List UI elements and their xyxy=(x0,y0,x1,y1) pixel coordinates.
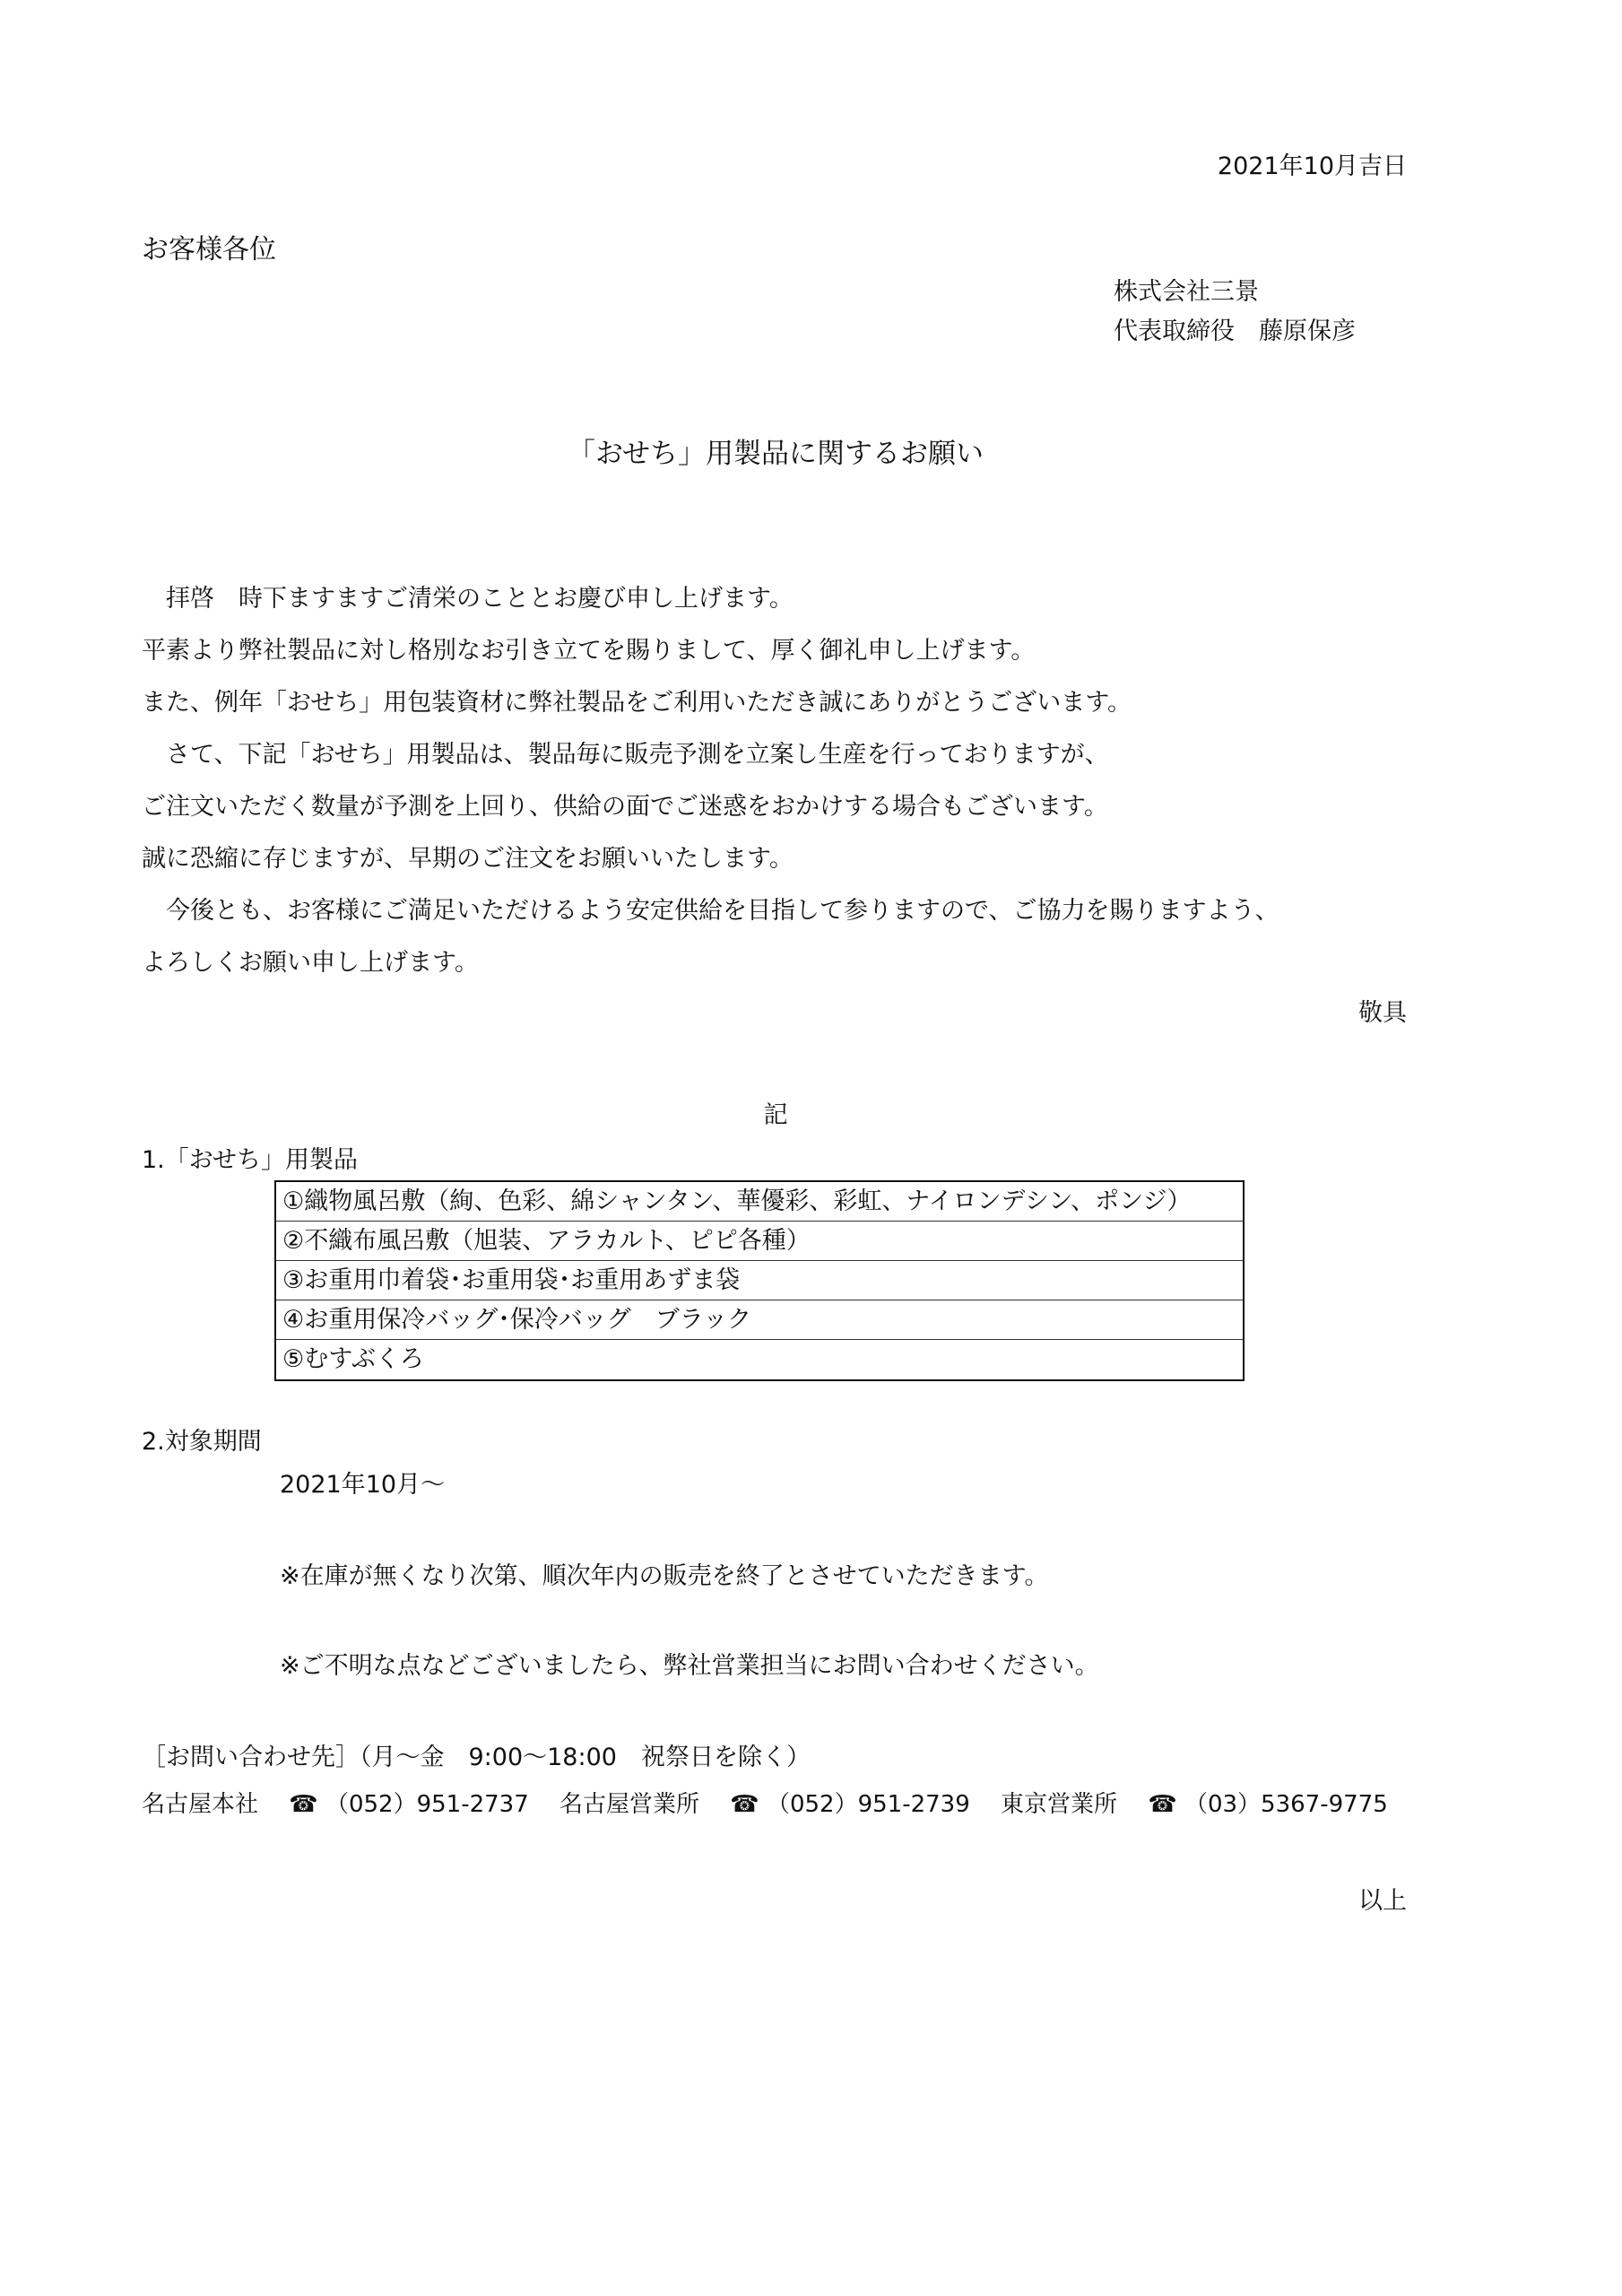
body-line: 平素より弊社製品に対し格別なお引き立てを賜りまして、厚く御礼申し上げます。 xyxy=(142,637,1036,665)
office-name: 名古屋営業所 xyxy=(559,1791,700,1818)
office-name: 東京営業所 xyxy=(1001,1791,1118,1818)
end-marker: 以上 xyxy=(1358,1887,1407,1915)
telephone-icon: ☎ xyxy=(1148,1791,1177,1818)
body-line: 拝啓 時下ますますご清栄のこととお慶び申し上げます。 xyxy=(142,585,794,613)
table-row: ③お重用巾着袋･お重用袋･お重用あずま袋 xyxy=(276,1261,1243,1300)
section1-heading: 1.「おせち」用製品 xyxy=(142,1146,358,1174)
body-line: 今後とも、お客様にご満足いただけるよう安定供給を目指して参りますので、ご協力を賜りますよう、 xyxy=(142,897,1279,925)
document-title: 「おせち」用製品に関するお願い xyxy=(567,438,984,470)
sender-representative: 代表取締役 藤原保彦 xyxy=(1114,317,1356,345)
office-phone: （052）951-2737 xyxy=(325,1791,529,1818)
table-row: ②不織布風呂敷（旭装、アラカルト、ピピ各種） xyxy=(276,1222,1243,1261)
target-period: 2021年10月～ xyxy=(280,1471,446,1499)
product-table xyxy=(274,1180,1245,1381)
body-line: また、例年「おせち」用包装資材に弊社製品をご利用いただき誠にありがとうございます。 xyxy=(142,689,1132,717)
sender-company: 株式会社三景 xyxy=(1114,278,1259,306)
recipient: お客様各位 xyxy=(142,234,276,265)
document-date: 2021年10月吉日 xyxy=(1217,152,1407,180)
office-phone: （03）5367-9775 xyxy=(1184,1791,1388,1818)
office-phone: （052）951-2739 xyxy=(766,1791,970,1818)
section2-heading: 2.対象期間 xyxy=(142,1428,262,1456)
body-line: よろしくお願い申し上げます。 xyxy=(142,949,479,977)
office-name: 名古屋本社 xyxy=(142,1791,259,1818)
inquiry-note: ※ご不明な点などございましたら、弊社営業担当にお問い合わせください。 xyxy=(280,1652,1099,1680)
ki-marker: 記 xyxy=(763,1101,788,1129)
table-row: ⑤むすぶくろ xyxy=(282,1345,424,1373)
telephone-icon: ☎ xyxy=(289,1791,318,1818)
contact-line xyxy=(142,1788,1388,1821)
body-line: さて、下記「おせち」用製品は、製品毎に販売予測を立案し生産を行っておりますが、 xyxy=(142,741,1109,769)
body-line: 誠に恐縮に存じますが、早期のご注文をお願いいたします。 xyxy=(142,845,794,873)
closing-keigu: 敬具 xyxy=(1358,999,1407,1027)
table-row: ④お重用保冷バッグ･保冷バッグ ブラック xyxy=(276,1300,1243,1340)
telephone-icon: ☎ xyxy=(730,1791,759,1818)
table-row: ①織物風呂敷（絢、色彩、綿シャンタン、華優彩、彩虹、ナイロンデシン、ポンジ） xyxy=(276,1182,1243,1222)
contact-heading: ［お問い合わせ先］（月～金 9:00～18:00 祝祭日を除く） xyxy=(142,1744,811,1771)
stock-note: ※在庫が無くなり次第、順次年内の販売を終了とさせていただきます。 xyxy=(280,1562,1049,1590)
body-line: ご注文いただく数量が予測を上回り、供給の面でご迷惑をおかけする場合もございます。 xyxy=(142,793,1108,821)
